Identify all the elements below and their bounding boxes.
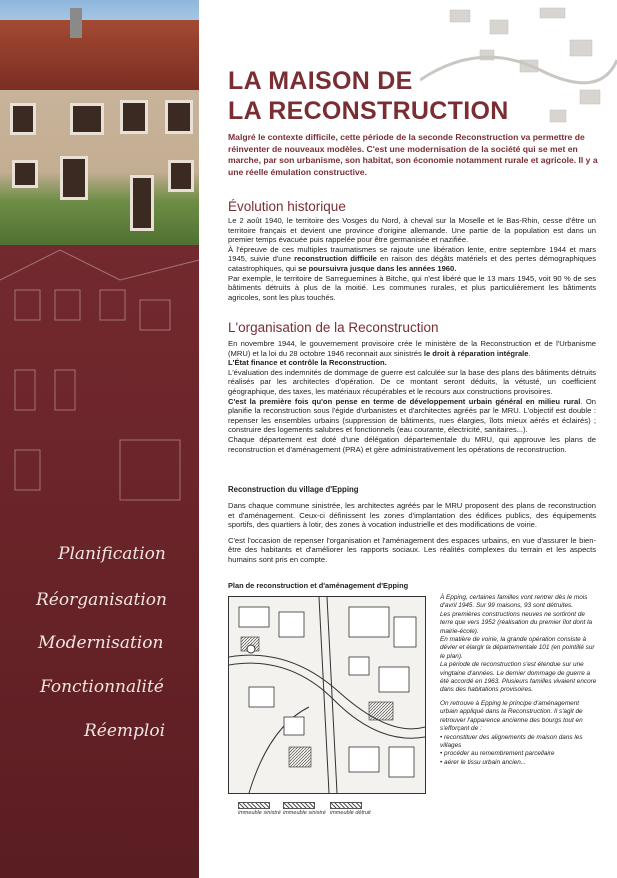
keyword-planification: Planification [58,544,166,564]
paragraph: Dans chaque commune sinistrée, les architectes agréés par le MRU proposent des plans de reconstruction et d'aménagement. Ceux-ci définissent les zones d'implantation des édifices publics, des équipements sportifs, des quartiers à lotir, des zones à vocation industrielle et des modifications de voirie. [228,501,596,530]
plan-side-notes [440,594,598,767]
note: Les premières constructions neuves ne sortiront de terre que vers 1952 (réalisation du premier îlot dont la mairie-école). [440,610,593,635]
note: On retrouve à Epping le principe d'aménagement urbain appliqué dans la Reconstruction. Il s'agit de retrouver l'apparence ancienne des bourgs tout en s'efforçant de : [440,699,583,733]
window [10,103,36,135]
legend-label: immeuble sinistré [238,810,281,816]
house-photo [0,0,199,245]
bullet: • procéder au remembrement parcellaire [440,750,555,758]
bold-text: le droit à réparation intégrale [423,348,529,358]
section1-paragraph [228,216,596,302]
bullet: • aérer le tissu urbain ancien... [440,758,527,766]
left-band [0,0,199,878]
section2-paragraph [228,339,596,454]
door [130,175,154,231]
paragraph: C'est l'occasion de repenser l'organisation et l'aménagement des espaces urbains, en vue d'assurer le bien-être des habitants et d'améliorer les rapports sociaux. Les réalités complexes du terrain et les aspects humains sont pris en compte. [228,535,596,564]
text: En novembre 1944, le gouvernement provisoire crée le ministère de la Reconstruction et de l'Urbanisme (MRU) et la loi du 28 octobre 1946 reconnait aux sinistrés [228,339,596,358]
legend-label: immeuble sinistré [283,810,326,816]
note: À Epping, certaines familles vont rentrer dès le mois d'avril 1945. Sur 99 maisons, 93 sont détruites. [440,594,588,610]
window [120,100,148,134]
paragraph: Par exemple, le territoire de Sarreguemines à Bitche, qui n'est libéré que le 13 mars 1945, voit 90 % de ses bâtiments détruits à plus de la moitié. Les communes rurales, et plus particulièrement les bâtiments agricoles, sont les plus touchés. [228,273,596,302]
title-line-2: LA RECONSTRUCTION [228,97,509,125]
bold-text: C'est la première fois qu'on pense en terme de développement urbain général en milieu rural [228,396,581,406]
text: À l'épreuve de ces multiples traumatismes se rajoute une libération lente, entre septembre 1944 et mars 1945, suivie d'une [228,244,596,264]
text: . [528,348,531,358]
bold-text: se poursuivra jusque dans les années 1960. [298,263,457,273]
house-sketch-overlay [0,240,199,540]
section-heading-epping: Reconstruction du village d'Epping [228,485,359,494]
plan-drawing [229,597,425,793]
roof [0,20,199,90]
title-line-1: LA MAISON DE [228,67,413,95]
bullet: • reconstituer des alignements de maison dans les villages [440,733,583,749]
window [12,160,38,188]
keyword-reorganisation: Réorganisation [36,590,167,610]
chimney [70,8,82,38]
intro-text: Malgré le contexte difficile, cette période de la seconde Reconstruction va permettre de réinventer de nouveaux modèles. C'est une modernisation de la société qui se met en marche, par son urbanisme, son habitat, son économie notamment rurale et agricole. Il y a une réelle émulation constructive. [228,132,598,177]
window [165,100,193,134]
text: . On planifie la reconstruction sous l'égide d'urbanistes et d'architectes agréés par le MRU. L'objectif est double : repenser les ensembles urbains (suppression de bâtiments, rues élargies, îlots mieux aérés et éclairés) ; construire des logements salubres et fonctionnels (eau courante, électricité, sanitaires...). [228,396,596,435]
paragraph: Le 2 août 1940, le territoire des Vosges du Nord, à cheval sur la Moselle et le Bas-Rhin, cesse d'être un territoire français et devient une province d'origine allemande. Une partie de la population est dans un premier temps évacuée puis rappelée pour être germanisée et nazifiée. [228,216,596,245]
plan-heading: Plan de reconstruction et d'aménagement d'Epping [228,581,409,590]
paragraph: Chaque département est doté d'une délégation départementale du MRU, qui approuve les plans de reconstruction et d'aménagement (PRA) et gère administrativement les opérations de reconstruction. [228,434,596,454]
legend-swatch [330,802,362,809]
section3-paragraph [228,501,596,565]
note: La période de reconstruction s'est étendue sur une vingtaine d'années. Le dernier dommage de guerre a été accordé en 1963. Plusieurs familles vivaient encore dans des habitations provisoires. [440,661,597,694]
paragraph: L'évaluation des indemnités de dommage de guerre est calculée sur la base des plans des bâtiments détruits réalisés par les architectes d'opération. De ce montant seront déduits, la vétusté, un coefficient géographique, des taxes, les matériaux récupérables et le recours aux constructions provisoires. [228,367,596,396]
paragraph [228,339,596,358]
door [60,156,88,200]
paragraph [228,245,596,274]
keyword-reemploi: Réemploi [84,721,166,741]
bold-text: reconstruction difficile [294,254,377,264]
paragraph [228,358,596,368]
section-heading-historique: Évolution historique [228,199,346,214]
legend-swatch [238,802,270,809]
paragraph [228,397,596,435]
bold-text: L'État finance et contrôle la Reconstruction. [228,358,387,368]
window [168,160,194,192]
keyword-modernisation: Modernisation [38,633,164,653]
section-heading-organisation: L'organisation de la Reconstruction [228,320,439,335]
keyword-fonctionnalite: Fonctionnalité [40,677,164,697]
epping-plan-map [228,596,426,794]
window [70,103,104,135]
page-title [228,66,509,126]
legend-swatch [283,802,315,809]
legend-label: immeuble détruit [330,810,371,816]
note: En matière de voirie, la grande opération consiste à dévier et élargir la départementale 101 (en pointillé sur le plan). [440,636,595,660]
text: en raison des dégâts matériels et des pertes démographiques catastrophiques, qui [228,254,597,273]
